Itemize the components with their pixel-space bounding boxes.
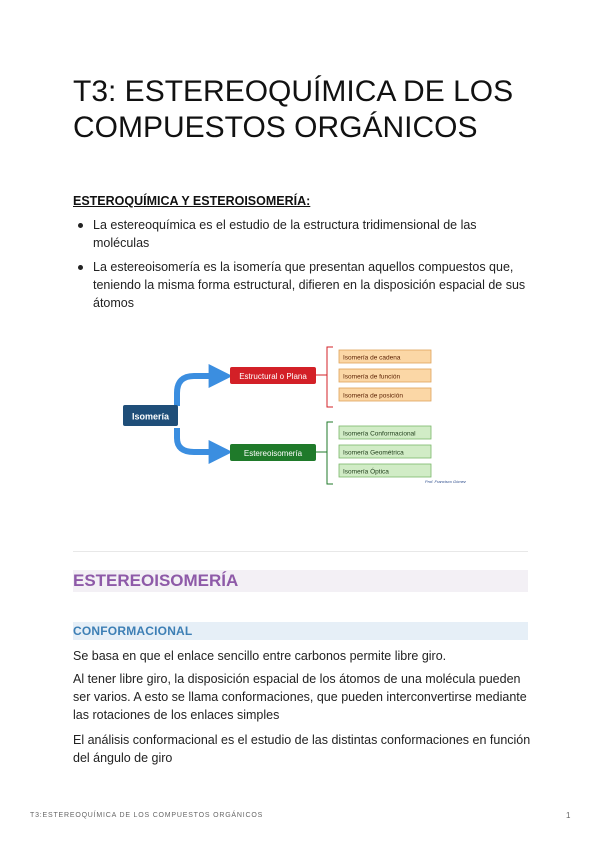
- structural-label: Estructural o Plana: [239, 372, 307, 381]
- paragraph-1: Se basa en que el enlace sencillo entre carbonos permite libre giro.: [73, 649, 447, 663]
- bullet-list: [73, 216, 533, 318]
- title-line-2: COMPUESTOS ORGÁNICOS: [73, 111, 478, 144]
- isomeria-diagram: [115, 338, 490, 490]
- paragraph-2: Al tener libre giro, la disposición espacial de los átomos de una molécula pueden ser varios. A esto se llama conformaciones, que pueden interconvertirse mediante las rotaciones de los enlaces simples: [73, 672, 527, 722]
- subheading-conformacional: CONFORMACIONAL: [73, 624, 193, 638]
- section-heading-esteroquimica: ESTEROQUÍMICA Y ESTEROISOMERÍA:: [73, 194, 311, 208]
- item-geometrica: Isomería Geométrica: [343, 449, 404, 457]
- list-item: La estereoquímica es el estudio de la estructura tridimensional de las moléculas: [73, 216, 533, 252]
- item-funcion: Isomería de función: [343, 373, 401, 381]
- item-posicion: Isomería de posición: [343, 392, 403, 400]
- paragraph-3: El análisis conformacional es el estudio de las distintas conformaciones en función del ángulo de giro: [73, 733, 531, 765]
- list-item: La estereoisomería es la isomería que presentan aquellos compuestos que, teniendo la misma forma estructural, difieren en la disposición espacial de sus átomos: [73, 258, 533, 312]
- diagram-credit: Prof. Francisco Gómez: [425, 479, 466, 484]
- section-heading-estereoisomeria: ESTEREOISOMERÍA: [73, 571, 239, 590]
- section-divider: [73, 551, 528, 552]
- bottom-bracket: [327, 422, 333, 484]
- root-label: Isomería: [131, 411, 170, 422]
- arrow-to-stereo: [177, 428, 223, 452]
- top-bracket: [327, 347, 333, 407]
- item-conformacional: Isomería Conformacional: [343, 430, 416, 438]
- title-line-1: T3: ESTEREOQUÍMICA DE LOS: [73, 75, 514, 108]
- footer-page-number: 1: [566, 811, 571, 820]
- item-cadena: Isomería de cadena: [343, 354, 401, 362]
- arrow-to-structural: [177, 376, 223, 406]
- page-title: [73, 74, 553, 146]
- footer-doc-title: T3:ESTEREOQUÍMICA DE LOS COMPUESTOS ORGÁNICOS: [30, 812, 264, 819]
- item-optica: Isomería Óptica: [343, 468, 389, 476]
- stereo-label: Estereoisomería: [243, 449, 303, 458]
